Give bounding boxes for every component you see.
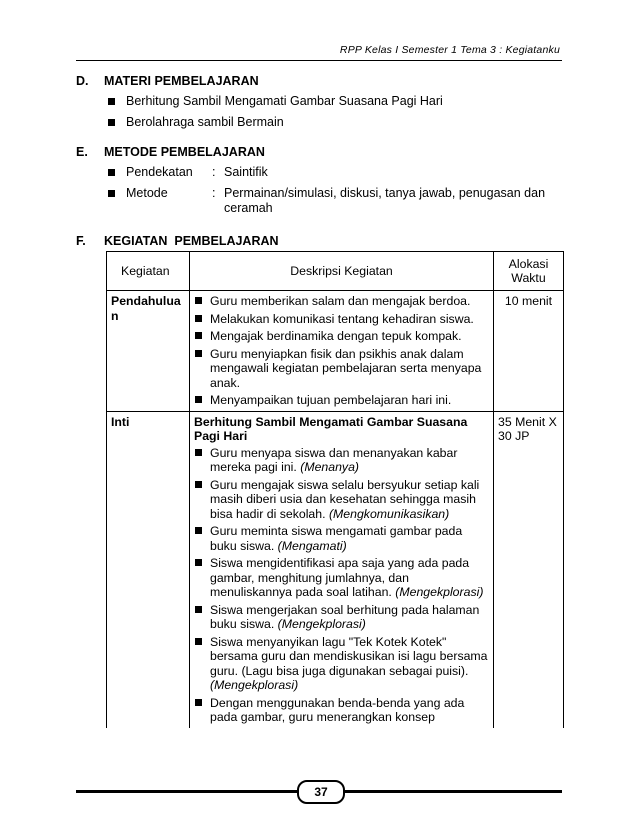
square-bullet-icon	[195, 350, 202, 357]
section-letter: D.	[76, 74, 89, 88]
section-materi	[76, 74, 566, 129]
square-bullet-icon	[195, 297, 202, 304]
square-bullet-icon	[195, 527, 202, 534]
table-row	[107, 411, 564, 728]
square-bullet-icon	[195, 699, 202, 706]
activity-list	[194, 446, 489, 725]
header-alokasi: Alokasi Waktu	[494, 252, 564, 291]
list-item: Berolahraga sambil Bermain	[104, 115, 443, 136]
stage-description	[190, 291, 494, 412]
square-bullet-icon	[195, 638, 202, 645]
square-bullet-icon	[195, 315, 202, 322]
list-item: Menyampaikan tujuan pembelajaran hari ini.	[194, 393, 489, 408]
stage-name: Pendahuluan	[107, 291, 190, 412]
stage-description	[190, 411, 494, 728]
section-letter: F.	[76, 234, 86, 248]
list-item: Mengajak berdinamika dengan tepuk kompak.	[194, 329, 489, 344]
list-item: Guru memberikan salam dan mengajak berdoa.	[194, 294, 489, 309]
section-metode: E. METODE PEMBELAJARAN Pendekatan : Saintifik Metode : Permainan/simulasi, diskusi, tanya jawab, penugasan dan ceramah	[76, 145, 546, 215]
stage-time: 35 Menit X 30 JP	[494, 411, 564, 728]
activity-list	[194, 294, 489, 408]
square-bullet-icon	[195, 449, 202, 456]
list-item: Siswa menyanyikan lagu "Tek Kotek Kotek" bersama guru dan mendiskusikan isi lagu bersama guru. (Lagu bisa juga digunakan sebagai puisi). (Mengekplorasi)	[194, 635, 489, 693]
section-kegiatan	[76, 234, 566, 250]
header-kegiatan: Kegiatan	[107, 252, 190, 291]
list-item: Siswa mengerjakan soal berhitung pada halaman buku siswa. (Mengekplorasi)	[194, 603, 489, 632]
list-item: Melakukan komunikasi tentang kehadiran siswa.	[194, 312, 489, 327]
square-bullet-icon	[108, 119, 115, 126]
square-bullet-icon	[195, 559, 202, 566]
list-item: Siswa mengidentifikasi apa saja yang ada pada gambar, menghitung jumlahnya, dan menuliskannya pada soal latihan. (Mengekplorasi)	[194, 556, 489, 600]
list-item: Guru mengajak siswa selalu bersyukur setiap kali masih diberi usia dan kesehatan sehingga masih bisa hadir di sekolah. (Mengkomunikasikan)	[194, 478, 489, 522]
square-bullet-icon	[108, 169, 115, 176]
running-header: RPP Kelas I Semester 1 Tema 3 : Kegiatanku	[339, 44, 560, 56]
stage-name: Inti	[107, 411, 190, 728]
square-bullet-icon	[195, 606, 202, 613]
section-title: KEGIATAN PEMBELAJARAN	[104, 234, 279, 248]
list-item: Berhitung Sambil Mengamati Gambar Suasana Pagi Hari	[104, 94, 443, 115]
square-bullet-icon	[195, 396, 202, 403]
page-number-badge: 37	[297, 780, 345, 804]
square-bullet-icon	[195, 481, 202, 488]
list-item: Guru menyapa siswa dan menanyakan kabar mereka pagi ini. (Menanya)	[194, 446, 489, 475]
table-row	[107, 291, 564, 412]
square-bullet-icon	[195, 332, 202, 339]
section-title: METODE PEMBELAJARAN	[104, 145, 265, 159]
list-item: Guru menyiapkan fisik dan psikhis anak dalam mengawali kegiatan pembelajaran serta menyapa anak.	[194, 347, 489, 391]
header-deskripsi: Deskripsi Kegiatan	[190, 252, 494, 291]
stage-time: 10 menit	[494, 291, 564, 412]
section-letter: E.	[76, 145, 88, 159]
section-title: MATERI PEMBELAJARAN	[104, 74, 259, 88]
header-divider	[76, 60, 562, 61]
square-bullet-icon	[108, 190, 115, 197]
square-bullet-icon	[108, 98, 115, 105]
table-header-row	[107, 252, 564, 291]
list-item: Guru meminta siswa mengamati gambar pada buku siswa. (Mengamati)	[194, 524, 489, 553]
list-item: Dengan menggunakan benda-benda yang ada pada gambar, guru menerangkan konsep	[194, 696, 489, 725]
kegiatan-table	[106, 251, 564, 728]
materi-list	[104, 94, 443, 136]
activity-title: Berhitung Sambil Mengamati Gambar Suasana Pagi Hari	[194, 414, 468, 443]
